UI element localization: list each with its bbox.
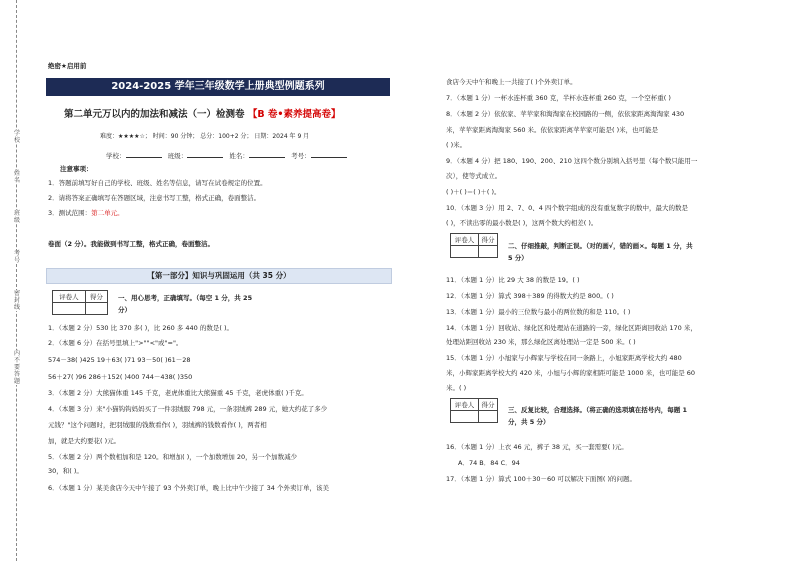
section-2-heading-cont: 5 分） — [508, 254, 528, 262]
binding-label: 名 — [10, 177, 24, 184]
binding-label: 级 — [10, 217, 24, 224]
score-box-3 — [450, 398, 498, 423]
notice-heading: 注意事项： — [60, 165, 93, 173]
info-fields — [106, 152, 347, 161]
section-1-heading: 一、用心思考，正确填写。（每空 1 分，共 25 — [118, 294, 253, 302]
series-title-bar: 2024-2025 学年三年级数学上册典型例题系列 — [46, 78, 390, 96]
grader-cell[interactable] — [451, 246, 479, 258]
notice-2: 2．请将答案正确填写在答题区域，注意书写工整，格式正确，卷面整洁。 — [48, 194, 261, 202]
question-line: ( )＋( )＝( )＋( )。 — [446, 188, 501, 196]
question-line: 14．（本题 1 分）回收站、绿化区和处理站在道路的一旁，绿化区距离回收站 170 米， — [446, 324, 697, 332]
question-line: 13．（本题 1 分）最小的三位数与最小的两位数的和是 110。( ) — [446, 308, 631, 316]
question-line: 2．（本题 6 分）在括号里填上">""<"或"="。 — [48, 339, 183, 347]
question-line: 食店今天中午和晚上一共接了( )个外卖订单。 — [446, 78, 577, 86]
binding-label: 要 — [10, 364, 24, 371]
question-line: 米，苹苹家距离淘淘家 560 米。依依家距离苹苹家可能是( )米，也可能是 — [446, 126, 659, 134]
question-line: ( )米。 — [446, 141, 467, 149]
question-line: 7．（本题 1 分）一杯水连杯重 360 克，半杯水连杯重 260 克，一个空杯重( ) — [446, 94, 671, 102]
binding-label: 密 — [10, 290, 24, 297]
binding-label: 姓 — [10, 170, 24, 177]
unit-title-text: 第二单元万以内的加法和减法（一）检测卷 — [64, 109, 245, 120]
binding-label: 班 — [10, 210, 24, 217]
exam-number-field-blank[interactable] — [311, 157, 347, 158]
binding-label: 题 — [10, 378, 24, 385]
question-line: 9．（本题 4 分）把 180、190、200、210 这四个数分别填入括号里（每个数只能用一 — [446, 157, 698, 165]
name-field-blank[interactable] — [249, 157, 285, 158]
unit-tag: 【B 卷•素养提高卷】 — [247, 109, 341, 120]
question-line: 17．（本题 1 分）算式 100＋30－60 可以解决下面图( )的问题。 — [446, 475, 637, 483]
notice-3-label: 3．测试范围： — [48, 209, 92, 217]
score-label: 得分 — [85, 291, 107, 303]
binding-label: 不 — [10, 357, 24, 364]
question-line: 1．（本题 2 分）530 比 370 多( )，比 260 多 440 的数是( )。 — [48, 324, 234, 332]
neatness-note: 卷面（2 分）。我能做到书写工整，格式正确，卷面整洁。 — [48, 240, 215, 248]
binding-label: 封 — [10, 297, 24, 304]
question-line: 5．（本题 2 分）两个数相加和是 120。和增加( )，一个加数增加 20，另一个加数减少 — [48, 453, 298, 461]
exam-meta: 难度：★★★★☆； 时间：90 分钟； 总分：100+2 分； 日期：2024 年 9 月 — [100, 133, 310, 140]
school-field-label: 学校： — [106, 152, 126, 160]
question-line: ( )，不读出零的最小数是( )，这两个数大约相差( )。 — [446, 219, 598, 227]
question-line: 8．（本题 2 分）依依家、苹苹家和淘淘家在校园路的一侧，依依家距离淘淘家 430 — [446, 110, 685, 118]
section-3-heading: 三、反复比较，合理选择。（将正确的选项填在括号内，每题 1 — [508, 406, 688, 414]
grader-label: 评卷人 — [451, 234, 479, 246]
section-2-heading: 二、仔细推敲，判断正误。（对的画√，错的画×。每题 1 分，共 — [508, 242, 693, 250]
question-line: 米。( ) — [446, 384, 467, 392]
part1-heading: 【第一部分】知识与巩固运用（共 35 分） — [46, 268, 392, 284]
question-line: 米，小辉家距离学校大约 420 米，小旭与小辉的家相距可能是 1000 米，也可能是 60 — [446, 369, 696, 377]
name-field-label: 姓名： — [229, 152, 249, 160]
notice-1: 1．答题前填写好自己的学校、班级、姓名等信息，请写在试卷规定的位置。 — [48, 179, 267, 187]
score-box-2 — [450, 233, 498, 258]
question-line: 4．（本题 3 分）来"小猫钩钩妈妈买了一件羽绒服 798 元，一条羽绒裤 289 元，她大约花了多少 — [48, 405, 328, 413]
score-label: 得分 — [478, 399, 497, 411]
question-line: 15．（本题 1 分）小旭家与小辉家与学校在同一条路上，小旭家距离学校大约 480 — [446, 354, 682, 362]
binding-label: 学 — [10, 130, 24, 137]
question-line: 16．（本题 1 分）上衣 46 元，裤子 38 元，买一套需要( )元。 — [446, 443, 628, 451]
grader-label: 评卷人 — [53, 291, 86, 303]
unit-title — [64, 108, 340, 122]
binding-label: 答 — [10, 371, 24, 378]
notice-3 — [48, 209, 124, 218]
school-field-blank[interactable] — [126, 157, 162, 158]
grader-label: 评卷人 — [451, 399, 479, 411]
score-label: 得分 — [478, 234, 497, 246]
question-line: 10．（本题 3 分）用 2、7、0、4 四个数字组成的没有重复数字的数中，最大的数是 — [446, 204, 688, 212]
question-line: 加，就是大约要花( )元。 — [48, 437, 121, 445]
class-field-blank[interactable] — [187, 157, 223, 158]
class-field-label: 班级： — [167, 152, 188, 160]
question-line: 56＋27( )96 286＋152( )400 744－438( )350 — [48, 373, 193, 381]
binding-label: 号 — [10, 257, 24, 264]
question-line: 处理站距回收站 230 米，那么绿化区离处理站一定是 500 米。( ) — [446, 338, 636, 346]
question-line: A．74 B．84 C．94 — [458, 459, 520, 467]
binding-margin — [10, 0, 24, 561]
test-range: 第二单元。 — [91, 209, 124, 217]
question-line: 30，和( )。 — [48, 467, 83, 475]
question-line: 6．（本题 1 分）某美食店今天中午接了 93 个外卖订单，晚上比中午少接了 34 个外卖订单，该美 — [48, 484, 329, 492]
grader-cell[interactable] — [451, 411, 479, 423]
question-line: 元钱？"这个问题时，把羽绒服的钱数看作( )，羽绒裤的钱数看作( )，两者相 — [48, 421, 267, 429]
question-line: 3．（本题 2 分）大熊猫体重 145 千克，老虎体重比大熊猫重 45 千克，老虎体重( )千克。 — [48, 389, 308, 397]
binding-label: 考 — [10, 250, 24, 257]
binding-label: 线 — [10, 304, 24, 311]
section-3-heading-cont: 分，共 5 分） — [508, 418, 550, 426]
score-cell[interactable] — [478, 411, 497, 423]
grader-cell[interactable] — [53, 303, 86, 315]
section-1-heading-cont: 分） — [118, 306, 131, 314]
question-line: 574－38( )425 19＋63( )71 93－50( )61－28 — [48, 356, 191, 364]
binding-label: 内 — [10, 350, 24, 357]
score-cell[interactable] — [85, 303, 107, 315]
binding-label: 校 — [10, 137, 24, 144]
question-line: 次），使等式成立。 — [446, 172, 502, 180]
question-line: 11．（本题 1 分）比 29 大 38 的数是 19。( ) — [446, 276, 580, 284]
exam-number-field-label: 考号： — [291, 152, 311, 160]
question-line: 12．（本题 1 分）算式 398＋389 的得数大约是 800。( ) — [446, 292, 614, 300]
score-box-1 — [52, 290, 108, 315]
score-cell[interactable] — [478, 246, 497, 258]
secret-mark: 绝密★启用前 — [48, 62, 87, 70]
binding-dash-line — [16, 0, 17, 561]
